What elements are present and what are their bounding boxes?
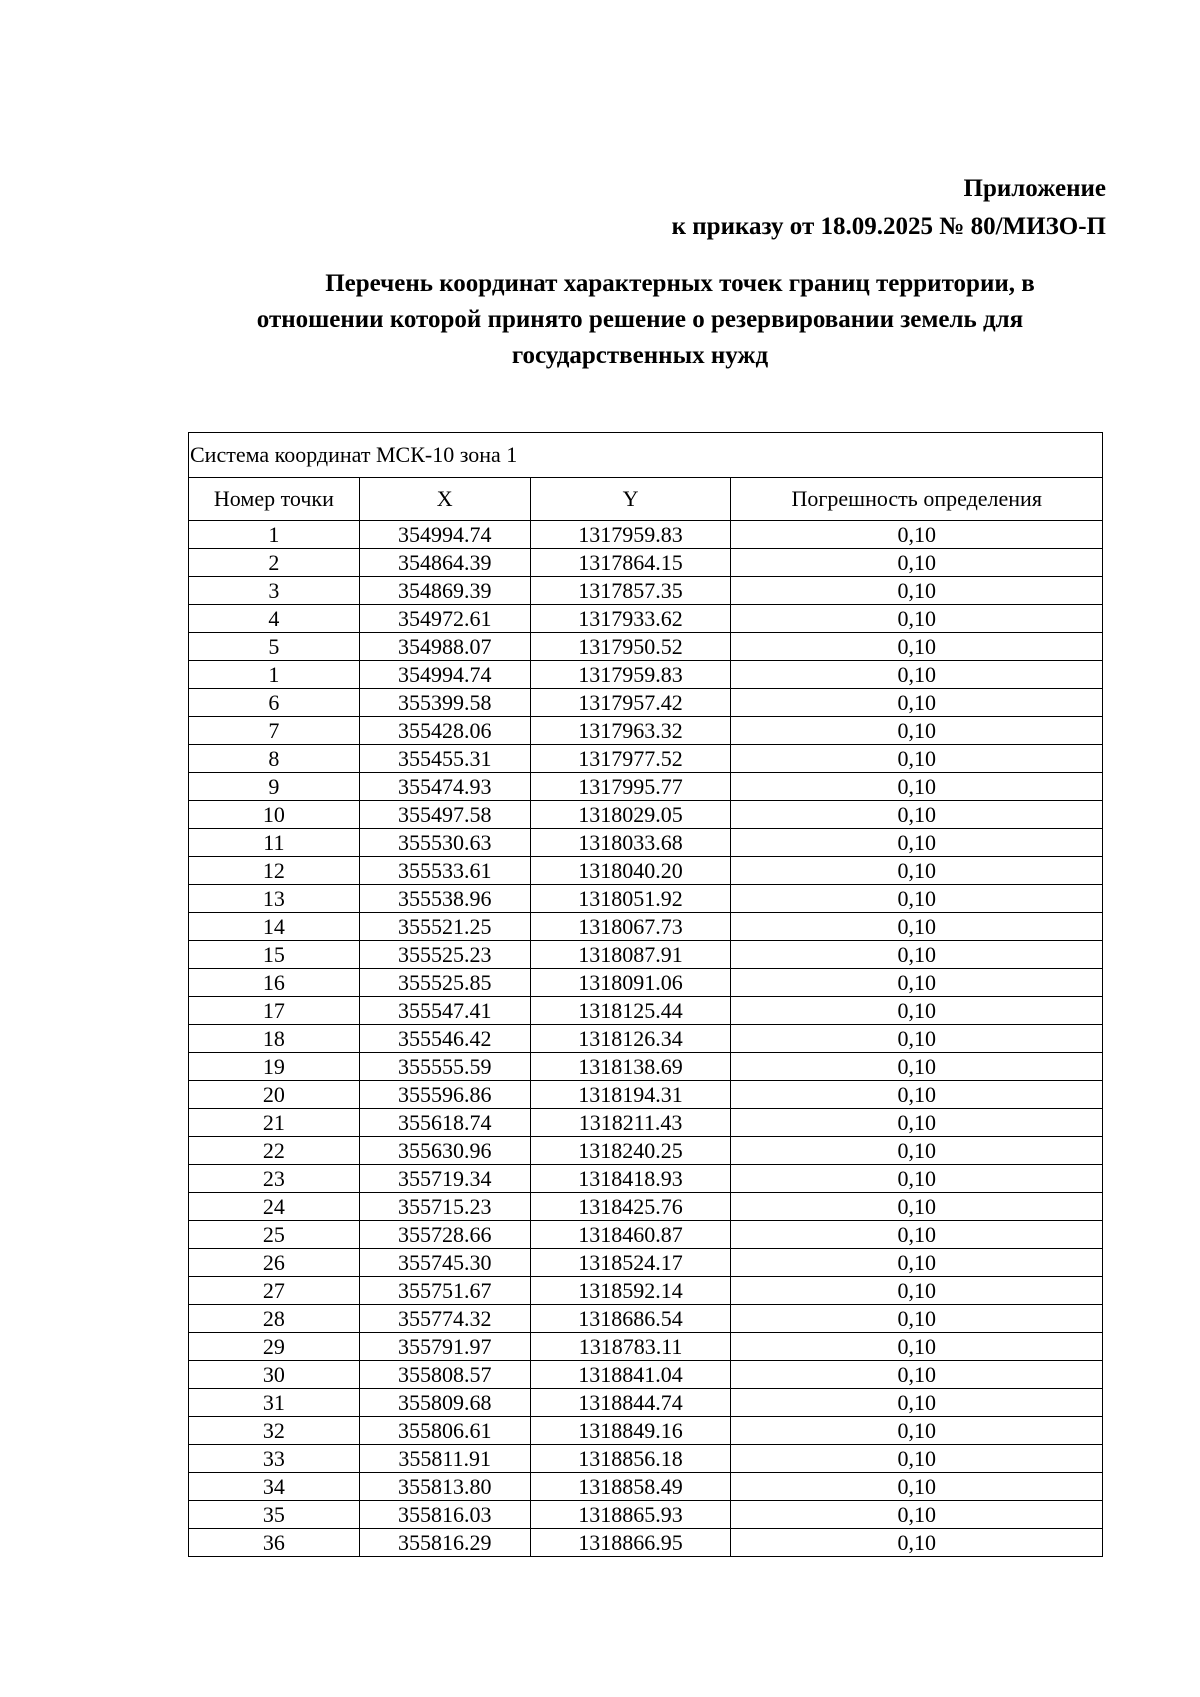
x-coordinate-cell: 355547.41 [359,997,530,1025]
x-coordinate-cell: 355530.63 [359,829,530,857]
point-number-cell: 18 [189,1025,360,1053]
point-number-cell: 23 [189,1165,360,1193]
x-coordinate-cell: 355596.86 [359,1081,530,1109]
accuracy-cell: 0,10 [731,1053,1103,1081]
accuracy-cell: 0,10 [731,1081,1103,1109]
point-number-cell: 10 [189,801,360,829]
table-row [189,1361,1103,1389]
x-coordinate-cell: 355813.80 [359,1473,530,1501]
y-coordinate-cell: 1318866.95 [530,1529,731,1557]
point-number-cell: 21 [189,1109,360,1137]
accuracy-cell: 0,10 [731,1333,1103,1361]
accuracy-cell: 0,10 [731,801,1103,829]
table-row [189,1221,1103,1249]
x-coordinate-cell: 355808.57 [359,1361,530,1389]
x-coordinate-cell: 355630.96 [359,1137,530,1165]
column-header-point-number: Номер точки [189,478,360,521]
point-number-cell: 15 [189,941,360,969]
table-row [189,1417,1103,1445]
x-coordinate-cell: 355728.66 [359,1221,530,1249]
accuracy-cell: 0,10 [731,1249,1103,1277]
accuracy-cell: 0,10 [731,745,1103,773]
accuracy-cell: 0,10 [731,997,1103,1025]
y-coordinate-cell: 1317995.77 [530,773,731,801]
point-number-cell: 11 [189,829,360,857]
y-coordinate-cell: 1318418.93 [530,1165,731,1193]
x-coordinate-cell: 355497.58 [359,801,530,829]
x-coordinate-cell: 355525.23 [359,941,530,969]
accuracy-cell: 0,10 [731,969,1103,997]
coordinate-system-row [189,433,1103,478]
column-header-accuracy: Погрешность определения [731,478,1103,521]
y-coordinate-cell: 1318126.34 [530,1025,731,1053]
column-header-y: Y [530,478,731,521]
accuracy-cell: 0,10 [731,1473,1103,1501]
accuracy-cell: 0,10 [731,1277,1103,1305]
y-coordinate-cell: 1317864.15 [530,549,731,577]
y-coordinate-cell: 1318849.16 [530,1417,731,1445]
x-coordinate-cell: 355525.85 [359,969,530,997]
table-row [189,1165,1103,1193]
x-coordinate-cell: 355474.93 [359,773,530,801]
x-coordinate-cell: 355533.61 [359,857,530,885]
coordinate-system-label: Система координат МСК-10 зона 1 [189,433,1103,478]
accuracy-cell: 0,10 [731,1501,1103,1529]
column-header-x: X [359,478,530,521]
appendix-label: Приложение [963,175,1106,202]
x-coordinate-cell: 355399.58 [359,689,530,717]
y-coordinate-cell: 1318783.11 [530,1333,731,1361]
table-row [189,1193,1103,1221]
y-coordinate-cell: 1318592.14 [530,1277,731,1305]
point-number-cell: 26 [189,1249,360,1277]
y-coordinate-cell: 1318240.25 [530,1137,731,1165]
point-number-cell: 36 [189,1529,360,1557]
x-coordinate-cell: 355715.23 [359,1193,530,1221]
point-number-cell: 12 [189,857,360,885]
y-coordinate-cell: 1318125.44 [530,997,731,1025]
y-coordinate-cell: 1318460.87 [530,1221,731,1249]
table-row [189,605,1103,633]
y-coordinate-cell: 1318211.43 [530,1109,731,1137]
point-number-cell: 16 [189,969,360,997]
x-coordinate-cell: 354988.07 [359,633,530,661]
point-number-cell: 29 [189,1333,360,1361]
appendix-header [672,170,1106,246]
table-row [189,1305,1103,1333]
accuracy-cell: 0,10 [731,1137,1103,1165]
y-coordinate-cell: 1317933.62 [530,605,731,633]
accuracy-cell: 0,10 [731,577,1103,605]
point-number-cell: 7 [189,717,360,745]
accuracy-cell: 0,10 [731,829,1103,857]
point-number-cell: 30 [189,1361,360,1389]
accuracy-cell: 0,10 [731,521,1103,549]
x-coordinate-cell: 355811.91 [359,1445,530,1473]
point-number-cell: 20 [189,1081,360,1109]
table-row [189,1053,1103,1081]
x-coordinate-cell: 354994.74 [359,661,530,689]
x-coordinate-cell: 355521.25 [359,913,530,941]
table-header-row [189,478,1103,521]
y-coordinate-cell: 1317957.42 [530,689,731,717]
x-coordinate-cell: 355428.06 [359,717,530,745]
x-coordinate-cell: 355806.61 [359,1417,530,1445]
x-coordinate-cell: 354994.74 [359,521,530,549]
x-coordinate-cell: 355745.30 [359,1249,530,1277]
y-coordinate-cell: 1318858.49 [530,1473,731,1501]
accuracy-cell: 0,10 [731,633,1103,661]
y-coordinate-cell: 1317959.83 [530,521,731,549]
y-coordinate-cell: 1318091.06 [530,969,731,997]
table-row [189,885,1103,913]
accuracy-cell: 0,10 [731,1025,1103,1053]
accuracy-cell: 0,10 [731,941,1103,969]
y-coordinate-cell: 1318524.17 [530,1249,731,1277]
x-coordinate-cell: 355455.31 [359,745,530,773]
point-number-cell: 14 [189,913,360,941]
table-row [189,1025,1103,1053]
y-coordinate-cell: 1317959.83 [530,661,731,689]
y-coordinate-cell: 1318844.74 [530,1389,731,1417]
y-coordinate-cell: 1317857.35 [530,577,731,605]
x-coordinate-cell: 354864.39 [359,549,530,577]
table-row [189,829,1103,857]
point-number-cell: 32 [189,1417,360,1445]
point-number-cell: 1 [189,521,360,549]
accuracy-cell: 0,10 [731,1417,1103,1445]
x-coordinate-cell: 355774.32 [359,1305,530,1333]
point-number-cell: 2 [189,549,360,577]
accuracy-cell: 0,10 [731,1389,1103,1417]
table-row [189,1249,1103,1277]
accuracy-cell: 0,10 [731,1305,1103,1333]
accuracy-cell: 0,10 [731,549,1103,577]
accuracy-cell: 0,10 [731,1193,1103,1221]
point-number-cell: 24 [189,1193,360,1221]
accuracy-cell: 0,10 [731,1165,1103,1193]
table-row [189,577,1103,605]
point-number-cell: 27 [189,1277,360,1305]
point-number-cell: 25 [189,1221,360,1249]
x-coordinate-cell: 355816.03 [359,1501,530,1529]
accuracy-cell: 0,10 [731,913,1103,941]
y-coordinate-cell: 1318033.68 [530,829,731,857]
y-coordinate-cell: 1318856.18 [530,1445,731,1473]
x-coordinate-cell: 355555.59 [359,1053,530,1081]
table-row [189,1529,1103,1557]
point-number-cell: 8 [189,745,360,773]
point-number-cell: 22 [189,1137,360,1165]
accuracy-cell: 0,10 [731,885,1103,913]
y-coordinate-cell: 1318686.54 [530,1305,731,1333]
accuracy-cell: 0,10 [731,773,1103,801]
point-number-cell: 17 [189,997,360,1025]
accuracy-cell: 0,10 [731,1529,1103,1557]
accuracy-cell: 0,10 [731,717,1103,745]
table-row [189,773,1103,801]
point-number-cell: 34 [189,1473,360,1501]
y-coordinate-cell: 1318841.04 [530,1361,731,1389]
table-row [189,941,1103,969]
table-row [189,969,1103,997]
x-coordinate-cell: 355546.42 [359,1025,530,1053]
accuracy-cell: 0,10 [731,605,1103,633]
point-number-cell: 28 [189,1305,360,1333]
table-row [189,549,1103,577]
point-number-cell: 31 [189,1389,360,1417]
point-number-cell: 19 [189,1053,360,1081]
order-reference: к приказу от 18.09.2025 № 80/МИЗО-П [671,213,1106,240]
table-row [189,1501,1103,1529]
x-coordinate-cell: 355618.74 [359,1109,530,1137]
accuracy-cell: 0,10 [731,1221,1103,1249]
y-coordinate-cell: 1317963.32 [530,717,731,745]
x-coordinate-cell: 354972.61 [359,605,530,633]
y-coordinate-cell: 1318029.05 [530,801,731,829]
point-number-cell: 6 [189,689,360,717]
x-coordinate-cell: 355791.97 [359,1333,530,1361]
accuracy-cell: 0,10 [731,857,1103,885]
x-coordinate-cell: 355538.96 [359,885,530,913]
y-coordinate-cell: 1318194.31 [530,1081,731,1109]
coordinates-table [188,432,1103,1557]
point-number-cell: 9 [189,773,360,801]
point-number-cell: 13 [189,885,360,913]
table-row [189,1109,1103,1137]
x-coordinate-cell: 354869.39 [359,577,530,605]
accuracy-cell: 0,10 [731,1109,1103,1137]
point-number-cell: 5 [189,633,360,661]
table-row [189,1473,1103,1501]
y-coordinate-cell: 1318051.92 [530,885,731,913]
x-coordinate-cell: 355751.67 [359,1277,530,1305]
table-row [189,1137,1103,1165]
x-coordinate-cell: 355809.68 [359,1389,530,1417]
point-number-cell: 3 [189,577,360,605]
table-row [189,913,1103,941]
table-row [189,997,1103,1025]
point-number-cell: 1 [189,661,360,689]
point-number-cell: 33 [189,1445,360,1473]
table-row [189,1333,1103,1361]
y-coordinate-cell: 1318087.91 [530,941,731,969]
y-coordinate-cell: 1317950.52 [530,633,731,661]
y-coordinate-cell: 1317977.52 [530,745,731,773]
y-coordinate-cell: 1318865.93 [530,1501,731,1529]
table-row [189,745,1103,773]
point-number-cell: 35 [189,1501,360,1529]
table-row [189,801,1103,829]
accuracy-cell: 0,10 [731,689,1103,717]
table-row [189,1389,1103,1417]
y-coordinate-cell: 1318138.69 [530,1053,731,1081]
y-coordinate-cell: 1318425.76 [530,1193,731,1221]
table-row [189,1081,1103,1109]
table-row [189,633,1103,661]
table-row [189,689,1103,717]
table-row [189,1277,1103,1305]
accuracy-cell: 0,10 [731,1361,1103,1389]
table-row [189,661,1103,689]
x-coordinate-cell: 355816.29 [359,1529,530,1557]
accuracy-cell: 0,10 [731,1445,1103,1473]
x-coordinate-cell: 355719.34 [359,1165,530,1193]
table-row [189,1445,1103,1473]
table-row [189,521,1103,549]
accuracy-cell: 0,10 [731,661,1103,689]
document-title: Перечень координат характерных точек границ территории, в отношении которой принято решение о резервировании земель для государственных нужд [256,270,1035,369]
table-row [189,857,1103,885]
y-coordinate-cell: 1318040.20 [530,857,731,885]
table-row [189,717,1103,745]
y-coordinate-cell: 1318067.73 [530,913,731,941]
point-number-cell: 4 [189,605,360,633]
